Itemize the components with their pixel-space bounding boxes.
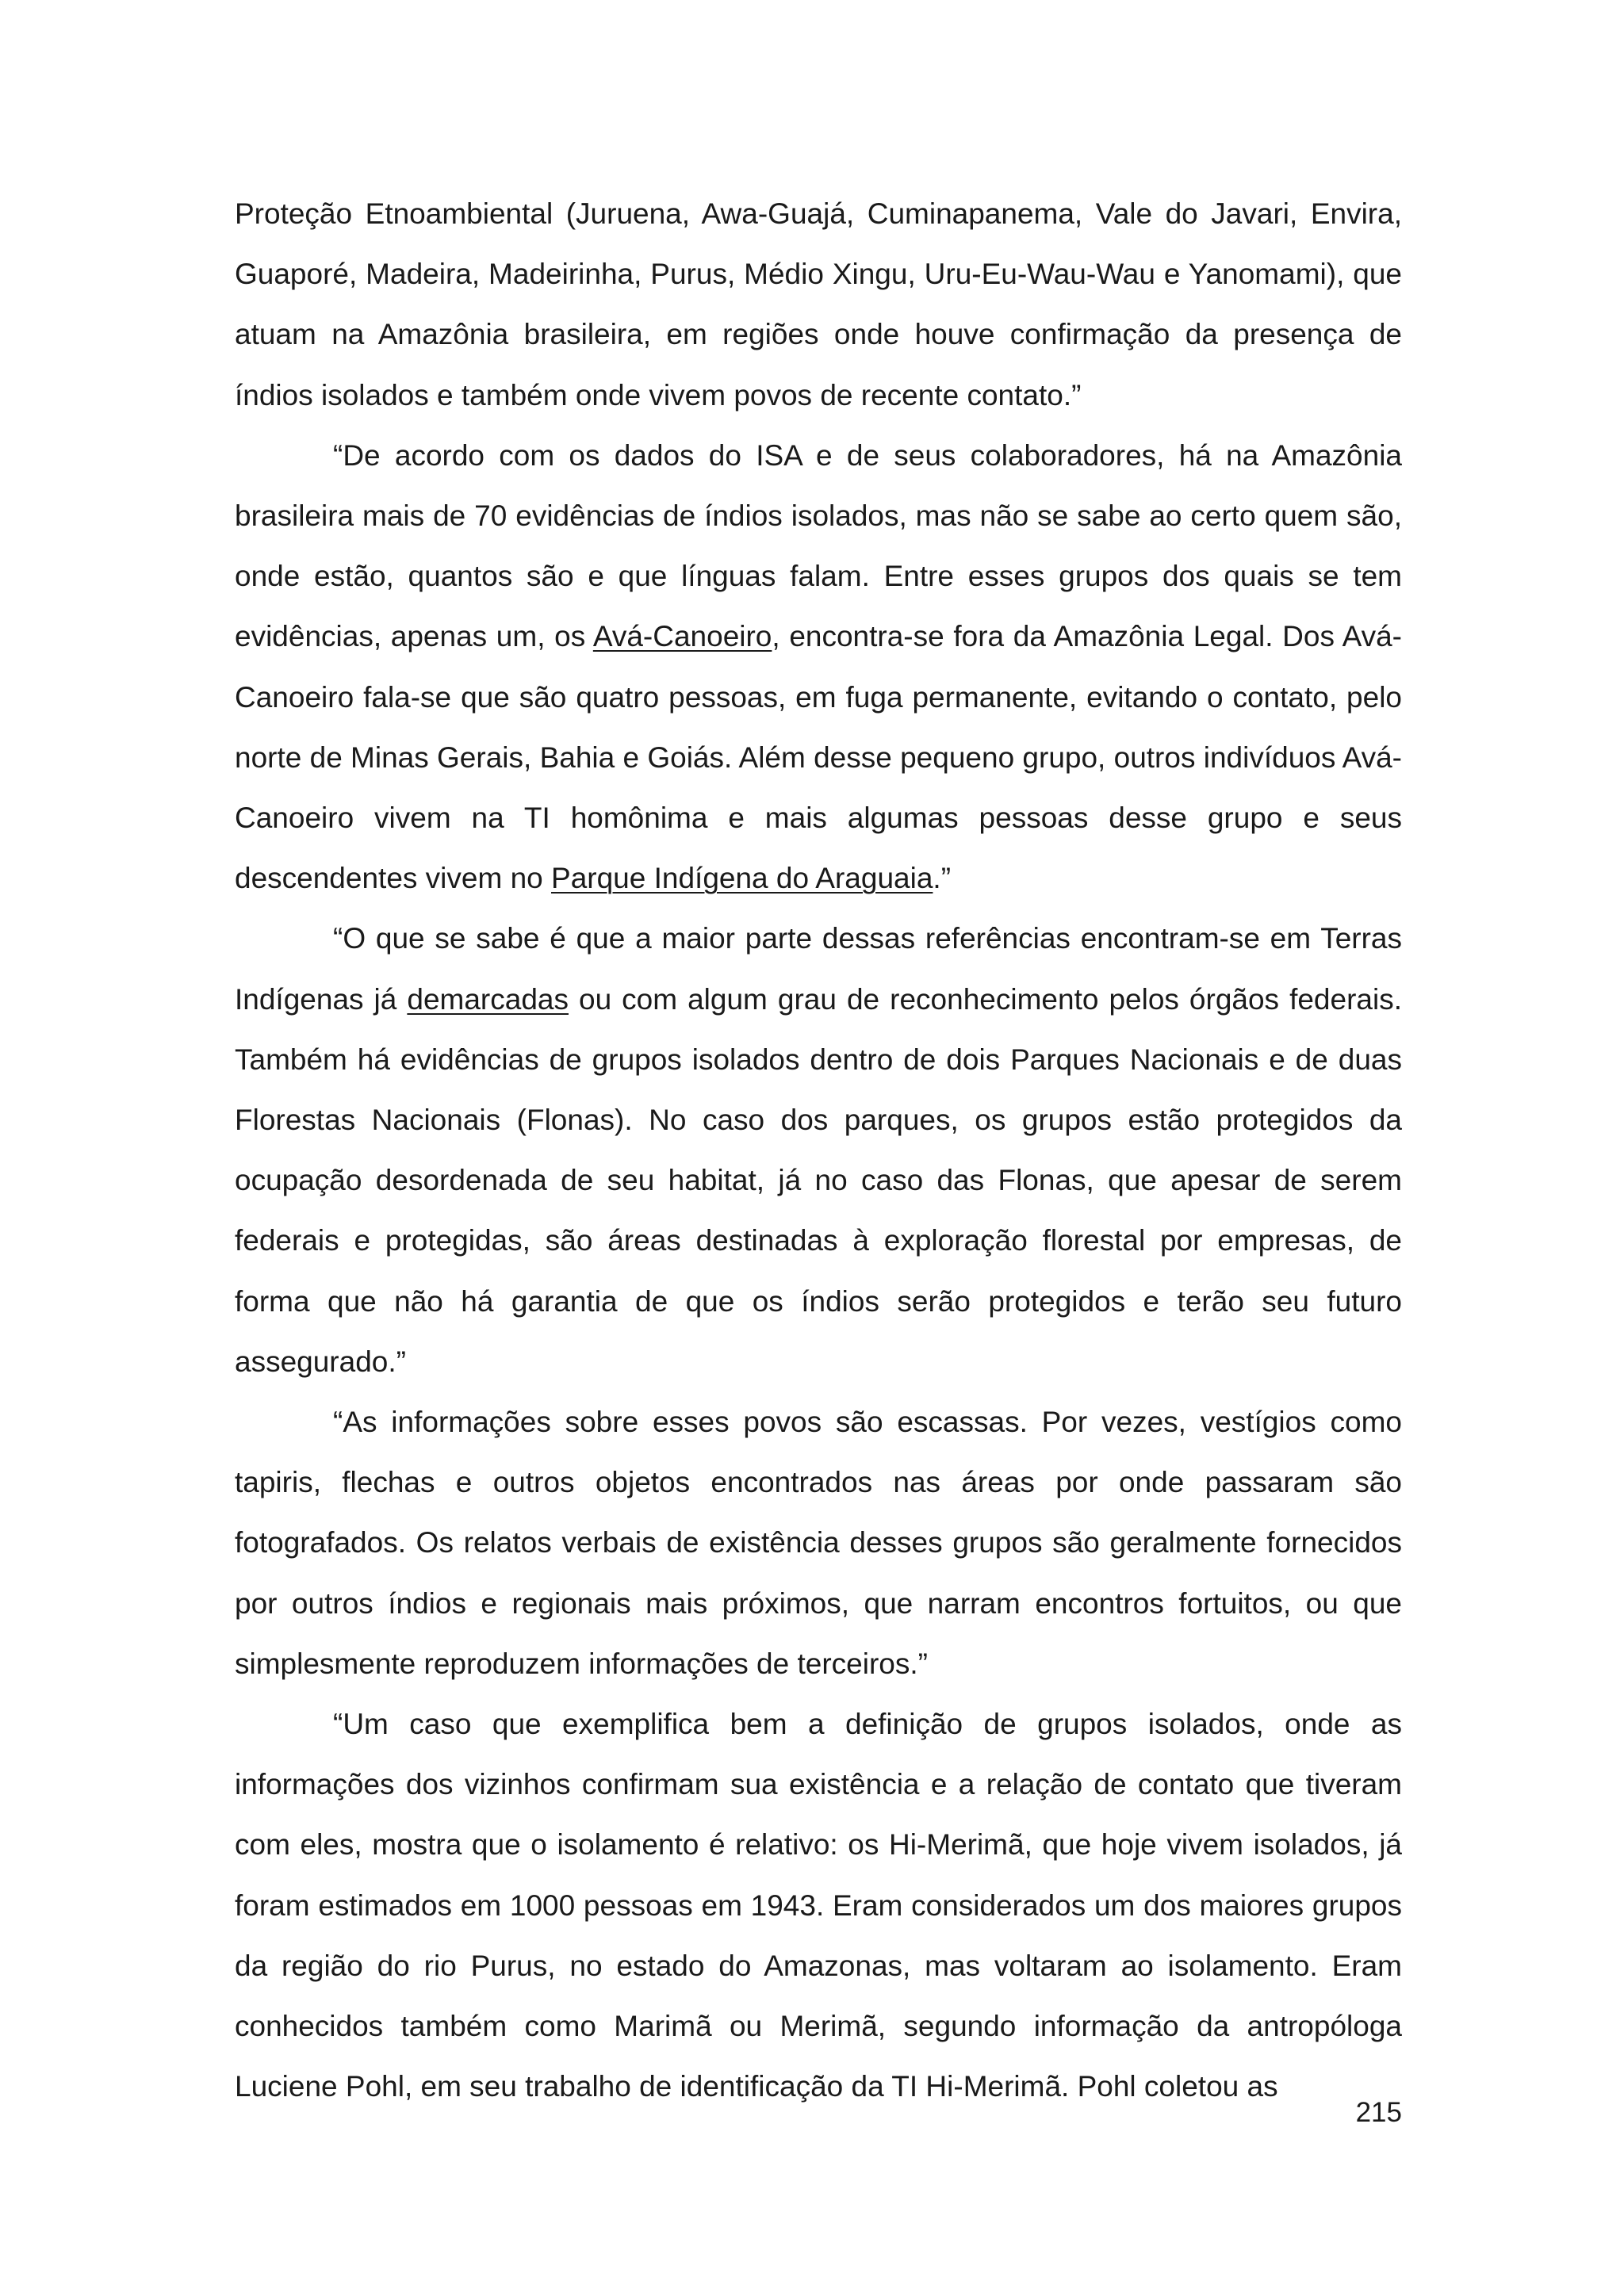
paragraph-4 (235, 1392, 1402, 1694)
paragraph-3-text-a: “O que se sabe é que a maior parte dessas referências encontram-se em Terras Indígenas já (235, 922, 1402, 1016)
paragraph-2-text-b: , encontra-se fora da Amazônia Legal. Dos Avá-Canoeiro fala-se que são quatro pessoas, em fuga permanente, evitando o contato, pelo norte de Minas Gerais, Bahia e Goiás. Além desse pequeno grupo, outros indivíduos Avá-Canoeiro vivem na TI homônima e mais algumas pessoas desse grupo e seus descendentes vivem no (235, 620, 1402, 895)
paragraph-4-text: “As informações sobre esses povos são escassas. Por vezes, vestígios como tapiris, flechas e outros objetos encontrados nas áreas por onde passaram são fotografados. Os relatos verbais de existência desses grupos são geralmente fornecidos por outros índios e regionais mais próximos, que narram encontros fortuitos, ou que simplesmente reproduzem informações de terceiros.” (235, 1406, 1402, 1680)
paragraph-5 (235, 1694, 1402, 2117)
body-text (235, 184, 1402, 2118)
paragraph-1-text: Proteção Etnoambiental (Juruena, Awa-Guajá, Cuminapanema, Vale do Javari, Envira, Guaporé, Madeira, Madeirinha, Purus, Médio Xingu, Uru-Eu-Wau-Wau e Yanomami), que atuam na Amazônia brasileira, em regiões onde houve confirmação da presença de índios isolados e também onde vivem povos de recente contato.” (235, 197, 1402, 411)
paragraph-2 (235, 426, 1402, 909)
demarcadas-link[interactable]: demarcadas (407, 982, 569, 1016)
paragraph-2-text-c: .” (933, 862, 952, 895)
paragraph-1 (235, 184, 1402, 426)
paragraph-5-text: “Um caso que exemplifica bem a definição de grupos isolados, onde as informações dos vizinhos confirmam sua existência e a relação de contato que tiveram com eles, mostra que o isolamento é relativo: os Hi-Merimã, que hoje vivem isolados, já foram estimados em 1000 pessoas em 1943. Eram considerados um dos maiores grupos da região do rio Purus, no estado do Amazonas, mas voltaram ao isolamento. Eram conhecidos também como Marimã ou Merimã, segundo informação da antropóloga Luciene Pohl, em seu trabalho de identificação da TI Hi-Merimã. Pohl coletou as (235, 1708, 1402, 2103)
paragraph-2-text-a: “De acordo com os dados do ISA e de seus colaboradores, há na Amazônia brasileira mais de 70 evidências de índios isolados, mas não se sabe ao certo quem são, onde estão, quantos são e que línguas falam. Entre esses grupos dos quais se tem evidências, apenas um, os (235, 438, 1402, 653)
paragraph-3 (235, 909, 1402, 1392)
parque-indigena-araguaia-link[interactable]: Parque Indígena do Araguaia (551, 862, 933, 895)
paragraph-3-text-b: ou com algum grau de reconhecimento pelos órgãos federais. Também há evidências de grupos isolados dentro de dois Parques Nacionais e de duas Florestas Nacionais (Flonas). No caso dos parques, os grupos estão protegidos da ocupação desordenada de seu habitat, já no caso das Flonas, que apesar de serem federais e protegidas, são áreas destinadas à exploração florestal por empresas, de forma que não há garantia de que os índios serão protegidos e terão seu futuro assegurado.” (235, 982, 1402, 1378)
ava-canoeiro-link[interactable]: Avá-Canoeiro (592, 620, 772, 653)
page-number: 215 (1355, 2097, 1402, 2128)
